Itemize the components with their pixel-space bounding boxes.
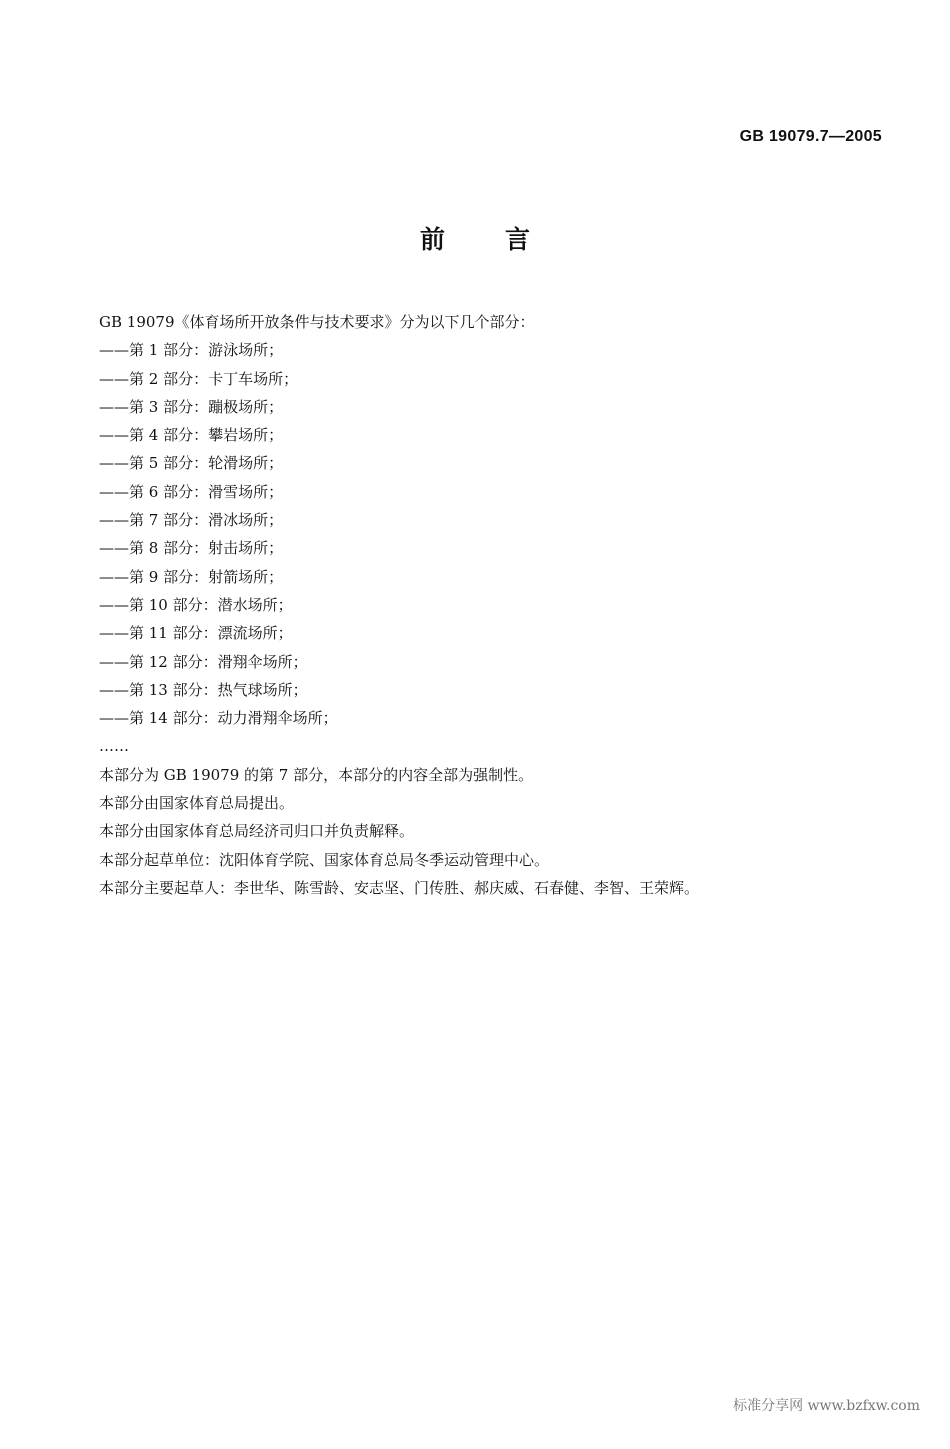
ellipsis: …… xyxy=(99,737,129,756)
statement-proposer: 本部分由国家体育总局提出。 xyxy=(99,794,295,813)
intro-paragraph: GB 19079《体育场所开放条件与技术要求》分为以下几个部分： xyxy=(99,313,535,331)
part-list-item: ——第 3 部分：蹦极场所； xyxy=(99,397,284,416)
part-list-item: ——第 8 部分：射击场所； xyxy=(99,539,284,558)
part-list-item: ——第 6 部分：滑雪场所； xyxy=(99,482,284,501)
part-list-item: ——第 13 部分：热气球场所； xyxy=(99,680,308,699)
part-list-item: ——第 7 部分：滑冰场所； xyxy=(99,511,284,530)
part-list-item: ——第 5 部分：轮滑场所； xyxy=(99,454,284,473)
statement-drafters: 本部分主要起草人：李世华、陈雪龄、安志坚、门传胜、郝庆威、石春健、李智、王荣辉。 xyxy=(99,878,700,897)
statement-drafting-units: 本部分起草单位：沈阳体育学院、国家体育总局冬季运动管理中心。 xyxy=(99,850,550,869)
part-list-item: ——第 12 部分：滑翔伞场所； xyxy=(99,652,308,671)
part-list-item: ——第 4 部分：攀岩场所； xyxy=(99,426,284,445)
part-list-item: ——第 1 部分：游泳场所； xyxy=(99,341,284,360)
foreword-body xyxy=(99,308,889,902)
part-list-item: ——第 2 部分：卡丁车场所； xyxy=(99,369,299,388)
standard-number: GB 19079.7—2005 xyxy=(739,128,882,145)
part-list-item: ——第 11 部分：漂流场所； xyxy=(99,624,293,643)
page-title: 前言 xyxy=(419,225,590,254)
statement-responsible: 本部分由国家体育总局经济司归口并负责解释。 xyxy=(99,822,415,841)
part-list-item: ——第 10 部分：潜水场所； xyxy=(99,595,293,614)
footer-watermark: 标准分享网 www.bzfxw.com xyxy=(733,1398,920,1414)
part-list-item: ——第 14 部分：动力滑翔伞场所； xyxy=(99,709,338,728)
part-list-item: ——第 9 部分：射箭场所； xyxy=(99,567,284,586)
statement-mandatory: 本部分为 GB 19079 的第 7 部分，本部分的内容全部为强制性。 xyxy=(99,765,534,784)
